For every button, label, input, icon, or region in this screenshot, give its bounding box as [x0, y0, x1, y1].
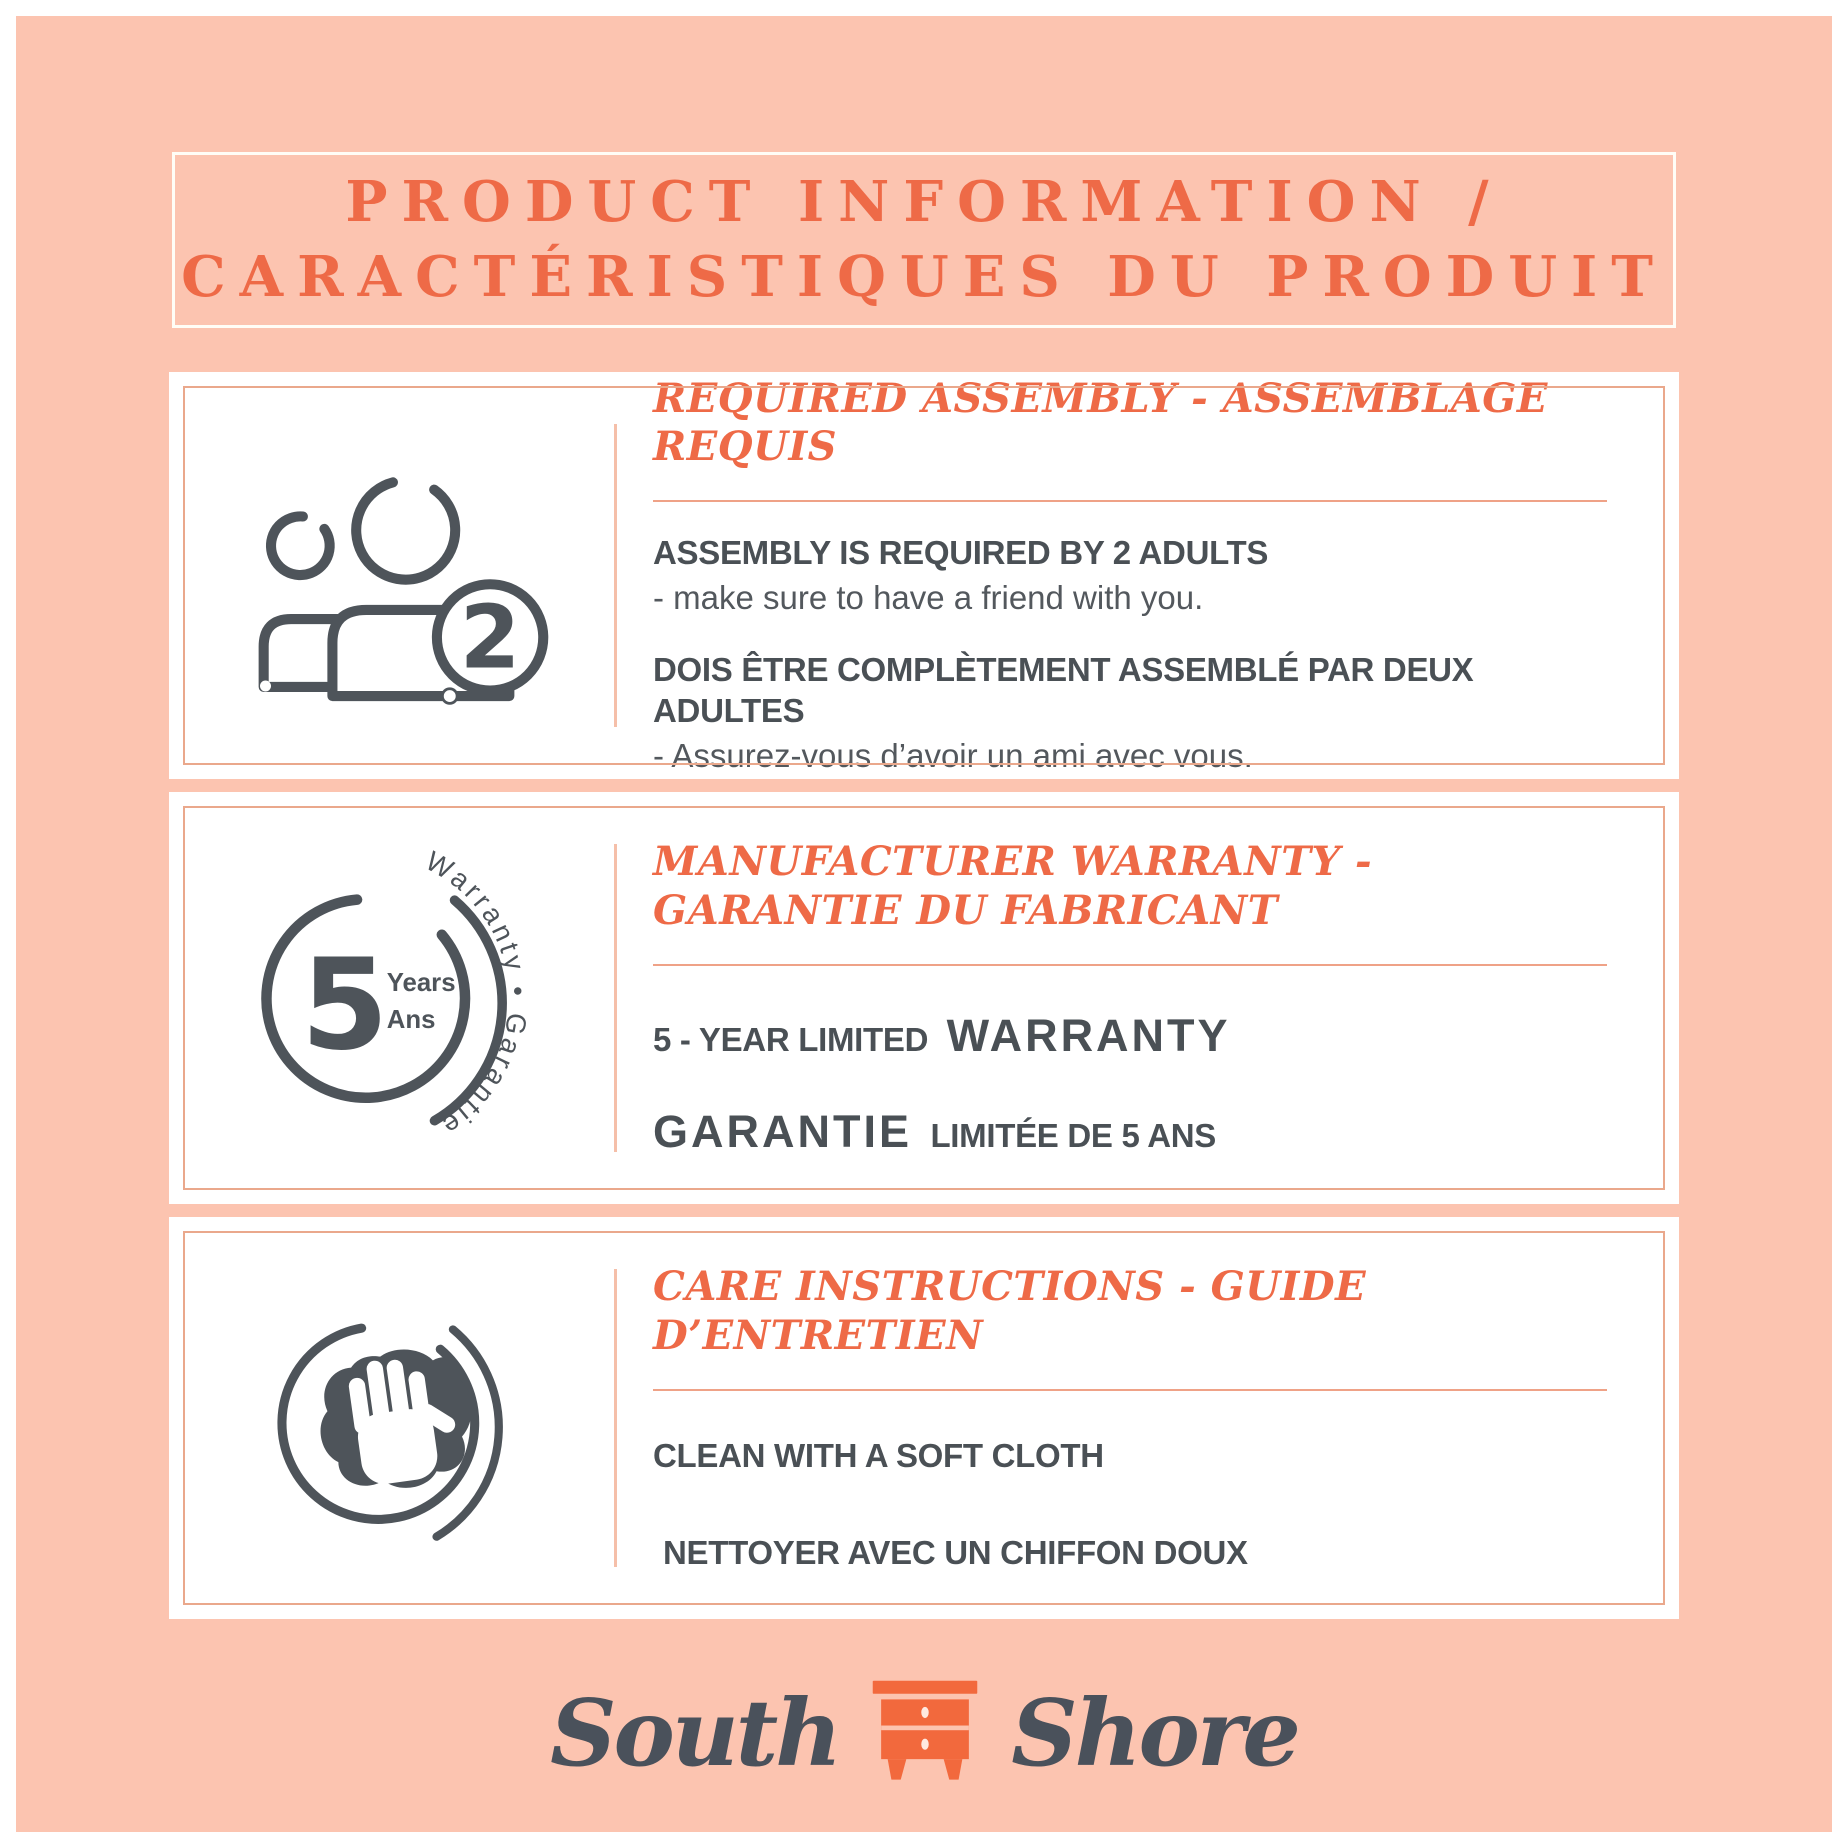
nightstand-icon	[869, 1675, 981, 1791]
assembly-fr-bold: DOIS ÊTRE COMPLÈTEMENT ASSEMBLÉ PAR DEUX ADULTES	[653, 650, 1474, 729]
page-title-line2: CARACTÉRISTIQUES DU PRODUIT	[181, 244, 1667, 310]
care-fr-line: NETTOYER AVEC UN CHIFFON DOUX	[663, 1533, 1248, 1571]
warranty-arc-text: Warranty • Garantie	[420, 844, 534, 1143]
care-en-line: CLEAN WITH A SOFT CLOTH	[653, 1436, 1104, 1474]
warranty-en-big: WARRANTY	[946, 1009, 1231, 1061]
peach-panel	[16, 16, 1832, 1832]
care-icon-cell	[169, 1217, 614, 1619]
warranty-fr-big: GARANTIE	[653, 1105, 912, 1157]
care-heading: CARE INSTRUCTIONS - GUIDE D’ENTRETIEN	[653, 1262, 1367, 1359]
two-adults-icon	[227, 443, 557, 709]
heading-rule	[653, 500, 1607, 502]
assembly-icon-cell	[169, 372, 614, 779]
heading-rule	[653, 1389, 1607, 1391]
title-box	[172, 152, 1676, 328]
assembly-en-bold: ASSEMBLY IS REQUIRED BY 2 ADULTS	[653, 534, 1269, 572]
logo-word-south: South	[550, 1679, 840, 1787]
assembly-card	[169, 372, 1679, 779]
heading-rule	[653, 964, 1607, 966]
warranty-years-label-en: Years	[386, 968, 456, 997]
logo-word-shore: Shore	[1011, 1679, 1298, 1787]
assembly-en-note: - make sure to have a friend with you.	[653, 579, 1204, 617]
assembly-fr-note: - Assurez-vous d’avoir un ami avec vous.	[653, 737, 1253, 775]
warranty-icon-cell	[169, 792, 614, 1204]
assembly-heading: REQUIRED ASSEMBLY - ASSEMBLAGE REQUIS	[653, 374, 1548, 471]
warranty-fr-suffix: LIMITÉE DE 5 ANS	[930, 1116, 1216, 1154]
warranty-years-label-fr: Ans	[386, 1005, 435, 1034]
warranty-card	[169, 792, 1679, 1204]
warranty-years-number: 5	[300, 930, 389, 1078]
clean-with-cloth-icon	[242, 1273, 542, 1564]
south-shore-logo	[16, 1675, 1832, 1791]
care-card	[169, 1217, 1679, 1619]
five-year-warranty-badge-icon	[232, 841, 552, 1156]
page-title-line1: PRODUCT INFORMATION /	[345, 168, 1503, 235]
warranty-en-prefix: 5 - YEAR LIMITED	[653, 1020, 929, 1058]
warranty-heading-line1: MANUFACTURER WARRANTY -	[653, 838, 1373, 886]
people-count-badge: 2	[459, 586, 520, 689]
warranty-heading-line2: GARANTIE DU FABRICANT	[653, 887, 1278, 934]
